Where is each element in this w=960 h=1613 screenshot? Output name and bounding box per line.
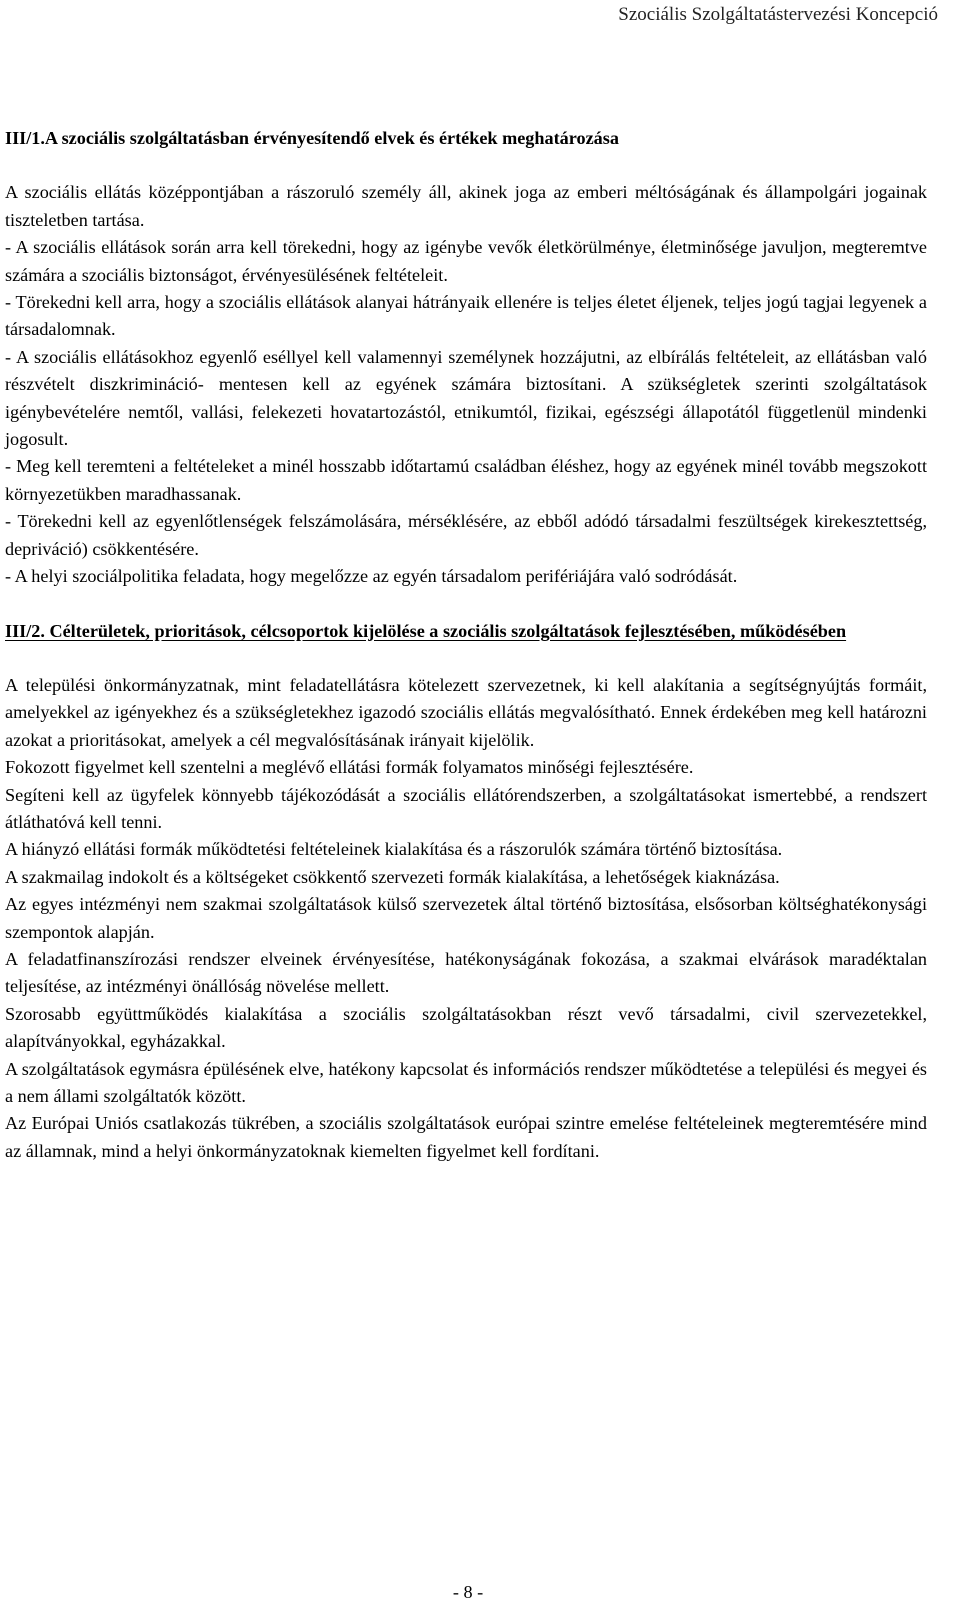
section-1-paragraph: A szociális ellátás középpontjában a rászoruló személy áll, akinek joga az emberi méltóságának és állampolgári jogainak tiszteletben tartása.	[5, 182, 927, 230]
section-2-paragraph: A települési önkormányzatnak, mint feladatellátásra kötelezett szervezetnek, ki kell alakítania a segítségnyújtás formáit, amelyekkel az igényekhez és a szükségletekhez igazodó szociális ellátás megvalósítható. Ennek érdekében meg kell határozni azokat a prioritásokat, amelyek a cél megvalósításának irányait kijelölik.	[5, 674, 927, 750]
document-body	[5, 125, 927, 1165]
section-2-paragraph: A feladatfinanszírozási rendszer elveinek érvényesítése, hatékonyságának fokozása, a szakmai elvárások maradéktalan teljesítése, az intézményi önállóság növelése mellett.	[5, 948, 927, 997]
section-1-paragraph: - A szociális ellátásokhoz egyenlő eséllyel kell valamennyi személynek hozzájutni, az elbírálás feltételeit, az ellátásban való részvételt diszkrimináció- mentesen kell az egyének számára biztosítani. A szükségletek szerinti szolgáltatások igénybevételére nemtől, vallási, felekezeti hovatartozástól, etnikumtól, fizikai, egészségi állapotától függetlenül mindenki jogosult.	[5, 346, 927, 450]
section-1-paragraph: - Törekedni kell az egyenlőtlenségek felszámolására, mérséklésére, az ebből adódó társadalmi feszültségek kirekesztettség, depriváció) csökkentésére.	[5, 511, 927, 559]
section-2-paragraph: Fokozott figyelmet kell szentelni a meglévő ellátási formák folyamatos minőségi fejlesztésére.	[5, 757, 694, 778]
section-1-paragraph: - A helyi szociálpolitika feladata, hogy megelőzze az egyén társadalom perifériájára való sodródását.	[5, 566, 738, 587]
section-2-heading: III/2. Célterületek, prioritások, célcsoportok kijelölése a szociális szolgáltatások fejlesztésében, működésében	[5, 620, 847, 641]
section-1-paragraph: - Törekedni kell arra, hogy a szociális ellátások alanyai hátrányaik ellenére is teljes életet éljenek, teljes jogú tagjai legyenek a társadalomnak.	[5, 292, 927, 340]
section-2-paragraph: A szakmailag indokolt és a költségeket csökkentő szervezeti formák kialakítása, a lehetőségek kiaknázása.	[5, 866, 780, 887]
section-1-paragraph: - A szociális ellátások során arra kell törekedni, hogy az igénybe vevők életkörülménye, életminősége javuljon, megteremtve számára a szociális biztonságot, érvényesülésének feltételeit.	[5, 237, 927, 285]
section-2-paragraph: Segíteni kell az ügyfelek könnyebb tájékozódását a szociális ellátórendszerben, a szolgáltatásokat ismertebbé, a rendszert átláthatóvá kell tenni.	[5, 784, 927, 832]
section-2-paragraph: Az egyes intézményi nem szakmai szolgáltatások külső szervezetek által történő biztosítása, elsősorban költséghatékonysági szempontok alapján.	[5, 894, 927, 942]
section-2-paragraph: Az Európai Uniós csatlakozás tükrében, a szociális szolgáltatások európai szintre emelése feltételeinek megteremtésére mind az államnak, mind a helyi önkormányzatoknak kiemelten figyelmet kell fordítani.	[5, 1113, 927, 1161]
section-2-paragraph: A szolgáltatások egymásra épülésének elve, hatékony kapcsolat és információs rendszer működtetése a települési és megyei és a nem állami szolgáltatók között.	[5, 1058, 927, 1106]
section-1-paragraph: - Meg kell teremteni a feltételeket a minél hosszabb időtartamú családban éléshez, hogy az egyének minél tovább megszokott környezetükben maradhassanak.	[5, 456, 927, 504]
running-header: Szociális Szolgáltatástervezési Koncepció	[618, 4, 938, 25]
section-1-heading: III/1.A szociális szolgáltatásban érvényesítendő elvek és értékek meghatározása	[5, 128, 619, 148]
page-number: - 8 -	[452, 1582, 484, 1602]
section-2-paragraph: A hiányzó ellátási formák működtetési feltételeinek kialakítása és a rászorulók számára történő biztosítása.	[5, 839, 783, 860]
section-2-paragraph: Szorosabb együttműködés kialakítása a szociális szolgáltatásokban részt vevő társadalmi, civil szervezetekkel, alapítványokkal, egyházakkal.	[5, 1003, 927, 1052]
